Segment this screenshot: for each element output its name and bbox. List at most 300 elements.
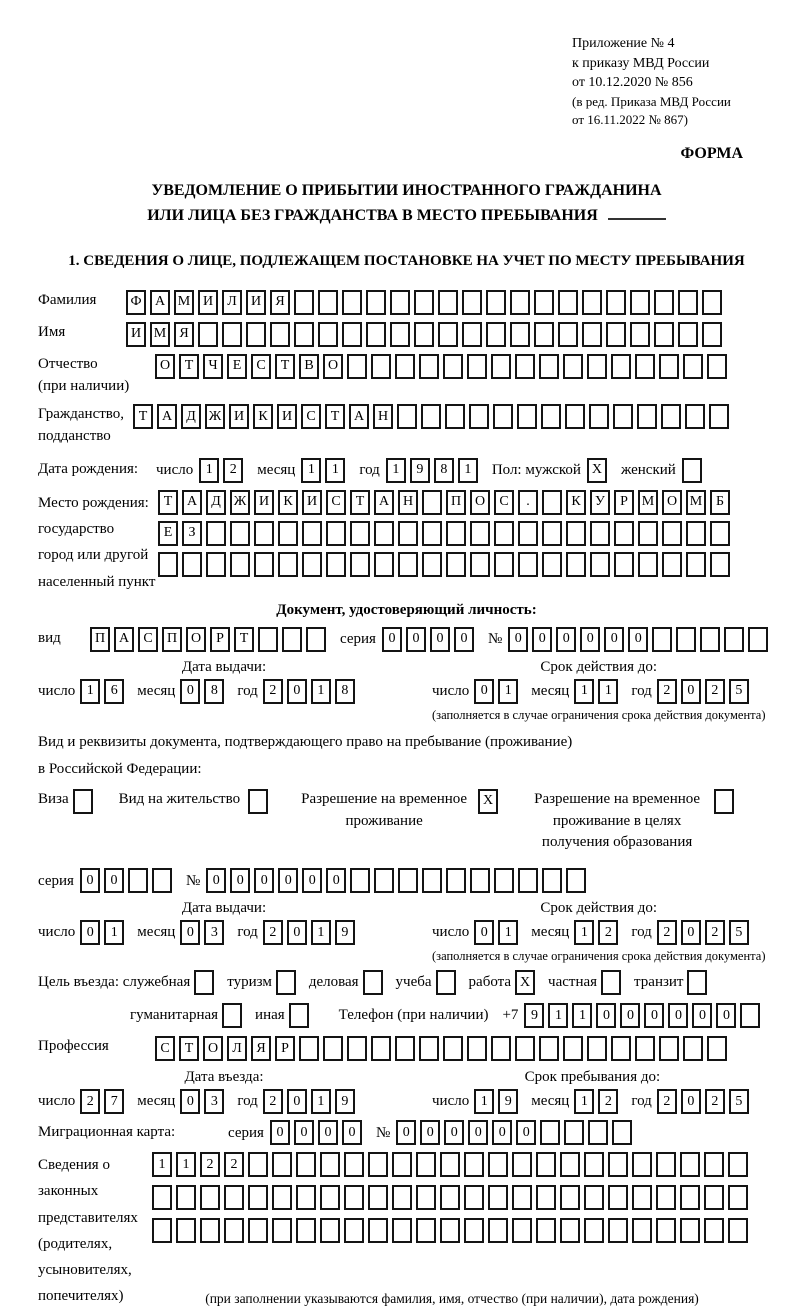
char-box[interactable] <box>318 322 338 347</box>
char-box[interactable] <box>194 970 214 995</box>
char-box[interactable] <box>350 521 370 546</box>
char-box[interactable]: 0 <box>692 1003 712 1028</box>
char-box[interactable] <box>662 521 682 546</box>
char-box[interactable]: 0 <box>287 1089 307 1114</box>
char-box[interactable] <box>282 627 302 652</box>
char-box[interactable]: А <box>150 290 170 315</box>
char-box[interactable] <box>702 290 722 315</box>
char-box[interactable] <box>542 521 562 546</box>
char-box[interactable] <box>200 1218 220 1243</box>
char-box[interactable]: 5 <box>729 679 749 704</box>
char-box[interactable]: И <box>302 490 322 515</box>
char-box[interactable] <box>371 354 391 379</box>
char-box[interactable]: 0 <box>104 868 124 893</box>
char-box[interactable]: Н <box>398 490 418 515</box>
char-box[interactable]: Е <box>227 354 247 379</box>
char-box[interactable]: Т <box>179 1036 199 1061</box>
char-box[interactable]: О <box>155 354 175 379</box>
char-box[interactable]: 1 <box>80 679 100 704</box>
char-box[interactable] <box>606 290 626 315</box>
char-box[interactable]: С <box>155 1036 175 1061</box>
char-box[interactable] <box>446 521 466 546</box>
char-box[interactable] <box>728 1152 748 1177</box>
char-box[interactable] <box>683 1036 703 1061</box>
char-box[interactable] <box>558 322 578 347</box>
char-box[interactable]: 1 <box>301 458 321 483</box>
char-box[interactable]: О <box>186 627 206 652</box>
char-box[interactable] <box>467 354 487 379</box>
char-box[interactable] <box>374 868 394 893</box>
char-box[interactable] <box>182 552 202 577</box>
char-box[interactable] <box>318 290 338 315</box>
char-box[interactable] <box>560 1218 580 1243</box>
char-box[interactable]: 0 <box>270 1120 290 1145</box>
char-box[interactable] <box>323 1036 343 1061</box>
char-box[interactable] <box>486 290 506 315</box>
char-box[interactable] <box>566 521 586 546</box>
char-box[interactable] <box>611 354 631 379</box>
char-box[interactable] <box>416 1218 436 1243</box>
char-box[interactable]: А <box>349 404 369 429</box>
char-box[interactable] <box>518 552 538 577</box>
char-box[interactable] <box>416 1152 436 1177</box>
char-box[interactable]: 9 <box>410 458 430 483</box>
char-box[interactable]: 0 <box>620 1003 640 1028</box>
char-box[interactable]: 2 <box>657 920 677 945</box>
char-box[interactable] <box>222 322 242 347</box>
char-box[interactable]: М <box>150 322 170 347</box>
char-box[interactable] <box>512 1185 532 1210</box>
char-box[interactable]: Т <box>179 354 199 379</box>
char-box[interactable] <box>608 1218 628 1243</box>
char-box[interactable] <box>539 354 559 379</box>
char-box[interactable]: П <box>162 627 182 652</box>
char-box[interactable] <box>422 868 442 893</box>
char-box[interactable]: 0 <box>492 1120 512 1145</box>
char-box[interactable] <box>565 404 585 429</box>
char-box[interactable] <box>152 868 172 893</box>
char-box[interactable]: 2 <box>80 1089 100 1114</box>
char-box[interactable] <box>158 552 178 577</box>
char-box[interactable] <box>542 552 562 577</box>
char-box[interactable] <box>443 1036 463 1061</box>
char-box[interactable]: 1 <box>199 458 219 483</box>
char-box[interactable] <box>606 322 626 347</box>
char-box[interactable] <box>248 1152 268 1177</box>
char-box[interactable]: Р <box>614 490 634 515</box>
char-box[interactable] <box>246 322 266 347</box>
char-box[interactable] <box>608 1185 628 1210</box>
char-box[interactable]: 1 <box>386 458 406 483</box>
char-box[interactable] <box>326 521 346 546</box>
char-box[interactable] <box>470 868 490 893</box>
char-box[interactable] <box>515 354 535 379</box>
char-box[interactable] <box>564 1120 584 1145</box>
char-box[interactable]: 3 <box>204 920 224 945</box>
char-box[interactable] <box>494 868 514 893</box>
char-box[interactable] <box>289 1003 309 1028</box>
char-box[interactable] <box>748 627 768 652</box>
char-box[interactable]: 0 <box>180 920 200 945</box>
char-box[interactable] <box>419 354 439 379</box>
char-box[interactable]: 2 <box>705 679 725 704</box>
char-box[interactable] <box>397 404 417 429</box>
char-box[interactable]: Л <box>227 1036 247 1061</box>
char-box[interactable]: 0 <box>294 1120 314 1145</box>
char-box[interactable]: 0 <box>326 868 346 893</box>
char-box[interactable] <box>536 1218 556 1243</box>
char-box[interactable] <box>224 1218 244 1243</box>
char-box[interactable] <box>344 1218 364 1243</box>
char-box[interactable] <box>518 521 538 546</box>
char-box[interactable]: 0 <box>468 1120 488 1145</box>
char-box[interactable]: X <box>587 458 607 483</box>
char-box[interactable]: 9 <box>335 920 355 945</box>
char-box[interactable] <box>278 552 298 577</box>
char-box[interactable] <box>709 404 729 429</box>
char-box[interactable] <box>416 1185 436 1210</box>
char-box[interactable] <box>584 1218 604 1243</box>
char-box[interactable] <box>438 322 458 347</box>
char-box[interactable] <box>320 1218 340 1243</box>
char-box[interactable] <box>515 1036 535 1061</box>
char-box[interactable]: 0 <box>556 627 576 652</box>
char-box[interactable] <box>469 404 489 429</box>
char-box[interactable]: 3 <box>204 1089 224 1114</box>
char-box[interactable] <box>587 354 607 379</box>
char-box[interactable] <box>704 1218 724 1243</box>
char-box[interactable]: 1 <box>574 920 594 945</box>
char-box[interactable]: 2 <box>705 1089 725 1114</box>
char-box[interactable] <box>493 404 513 429</box>
char-box[interactable] <box>614 521 634 546</box>
char-box[interactable]: К <box>278 490 298 515</box>
char-box[interactable]: О <box>662 490 682 515</box>
char-box[interactable]: К <box>566 490 586 515</box>
char-box[interactable] <box>707 354 727 379</box>
char-box[interactable] <box>440 1152 460 1177</box>
char-box[interactable] <box>464 1218 484 1243</box>
char-box[interactable]: Я <box>251 1036 271 1061</box>
char-box[interactable]: Ж <box>205 404 225 429</box>
char-box[interactable]: Т <box>350 490 370 515</box>
char-box[interactable] <box>728 1185 748 1210</box>
char-box[interactable] <box>682 458 702 483</box>
char-box[interactable] <box>662 552 682 577</box>
char-box[interactable]: 0 <box>180 679 200 704</box>
char-box[interactable]: . <box>518 490 538 515</box>
char-box[interactable] <box>587 1036 607 1061</box>
char-box[interactable] <box>198 322 218 347</box>
char-box[interactable]: С <box>326 490 346 515</box>
char-box[interactable]: 0 <box>430 627 450 652</box>
char-box[interactable] <box>222 1003 242 1028</box>
char-box[interactable] <box>630 322 650 347</box>
char-box[interactable]: 0 <box>668 1003 688 1028</box>
char-box[interactable] <box>656 1185 676 1210</box>
char-box[interactable]: М <box>174 290 194 315</box>
char-box[interactable] <box>588 1120 608 1145</box>
char-box[interactable] <box>536 1185 556 1210</box>
char-box[interactable] <box>704 1152 724 1177</box>
char-box[interactable]: 1 <box>598 679 618 704</box>
char-box[interactable] <box>584 1185 604 1210</box>
char-box[interactable]: Е <box>158 521 178 546</box>
char-box[interactable] <box>680 1218 700 1243</box>
char-box[interactable]: А <box>374 490 394 515</box>
char-box[interactable] <box>724 627 744 652</box>
char-box[interactable]: Ч <box>203 354 223 379</box>
char-box[interactable]: Н <box>373 404 393 429</box>
char-box[interactable] <box>638 552 658 577</box>
char-box[interactable] <box>661 404 681 429</box>
char-box[interactable]: И <box>198 290 218 315</box>
char-box[interactable]: 0 <box>596 1003 616 1028</box>
char-box[interactable]: 0 <box>444 1120 464 1145</box>
char-box[interactable] <box>702 322 722 347</box>
char-box[interactable] <box>270 322 290 347</box>
char-box[interactable]: 0 <box>318 1120 338 1145</box>
char-box[interactable] <box>470 552 490 577</box>
char-box[interactable] <box>488 1185 508 1210</box>
char-box[interactable]: X <box>478 789 498 814</box>
char-box[interactable] <box>342 322 362 347</box>
char-box[interactable] <box>347 354 367 379</box>
char-box[interactable]: 1 <box>458 458 478 483</box>
char-box[interactable]: 2 <box>598 920 618 945</box>
char-box[interactable]: А <box>114 627 134 652</box>
char-box[interactable] <box>566 552 586 577</box>
char-box[interactable]: 0 <box>716 1003 736 1028</box>
char-box[interactable] <box>368 1185 388 1210</box>
char-box[interactable]: 0 <box>382 627 402 652</box>
char-box[interactable]: 0 <box>396 1120 416 1145</box>
char-box[interactable]: О <box>470 490 490 515</box>
char-box[interactable] <box>342 290 362 315</box>
char-box[interactable] <box>686 521 706 546</box>
char-box[interactable]: 9 <box>335 1089 355 1114</box>
char-box[interactable]: 2 <box>224 1152 244 1177</box>
char-box[interactable]: В <box>299 354 319 379</box>
char-box[interactable]: А <box>157 404 177 429</box>
char-box[interactable] <box>294 322 314 347</box>
char-box[interactable]: 0 <box>532 627 552 652</box>
char-box[interactable] <box>517 404 537 429</box>
char-box[interactable] <box>486 322 506 347</box>
char-box[interactable]: Т <box>234 627 254 652</box>
char-box[interactable]: 5 <box>729 1089 749 1114</box>
char-box[interactable] <box>443 354 463 379</box>
char-box[interactable] <box>590 552 610 577</box>
char-box[interactable]: Р <box>275 1036 295 1061</box>
char-box[interactable] <box>707 1036 727 1061</box>
char-box[interactable]: 1 <box>104 920 124 945</box>
char-box[interactable] <box>540 1120 560 1145</box>
char-box[interactable]: К <box>253 404 273 429</box>
char-box[interactable] <box>128 868 148 893</box>
char-box[interactable]: 1 <box>311 1089 331 1114</box>
char-box[interactable] <box>534 322 554 347</box>
char-box[interactable] <box>632 1185 652 1210</box>
char-box[interactable]: С <box>138 627 158 652</box>
char-box[interactable] <box>632 1218 652 1243</box>
char-box[interactable]: С <box>301 404 321 429</box>
char-box[interactable] <box>635 354 655 379</box>
char-box[interactable]: 1 <box>152 1152 172 1177</box>
char-box[interactable] <box>296 1152 316 1177</box>
char-box[interactable] <box>258 627 278 652</box>
char-box[interactable] <box>488 1218 508 1243</box>
char-box[interactable]: 2 <box>657 679 677 704</box>
char-box[interactable] <box>582 290 602 315</box>
char-box[interactable]: 0 <box>254 868 274 893</box>
char-box[interactable]: И <box>246 290 266 315</box>
char-box[interactable]: 8 <box>204 679 224 704</box>
char-box[interactable]: З <box>182 521 202 546</box>
char-box[interactable]: У <box>590 490 610 515</box>
char-box[interactable] <box>398 552 418 577</box>
char-box[interactable] <box>446 868 466 893</box>
char-box[interactable]: 1 <box>574 679 594 704</box>
char-box[interactable]: 1 <box>311 679 331 704</box>
char-box[interactable]: Р <box>210 627 230 652</box>
char-box[interactable] <box>467 1036 487 1061</box>
char-box[interactable]: 0 <box>474 920 494 945</box>
char-box[interactable]: 0 <box>604 627 624 652</box>
char-box[interactable]: 1 <box>498 920 518 945</box>
char-box[interactable]: И <box>254 490 274 515</box>
char-box[interactable] <box>536 1152 556 1177</box>
char-box[interactable]: Л <box>222 290 242 315</box>
char-box[interactable] <box>685 404 705 429</box>
char-box[interactable]: П <box>90 627 110 652</box>
char-box[interactable]: 0 <box>681 920 701 945</box>
char-box[interactable]: 1 <box>474 1089 494 1114</box>
char-box[interactable] <box>344 1152 364 1177</box>
char-box[interactable] <box>320 1152 340 1177</box>
char-box[interactable] <box>422 521 442 546</box>
char-box[interactable] <box>710 521 730 546</box>
char-box[interactable]: 1 <box>548 1003 568 1028</box>
char-box[interactable]: 2 <box>657 1089 677 1114</box>
char-box[interactable] <box>152 1185 172 1210</box>
char-box[interactable] <box>462 290 482 315</box>
char-box[interactable] <box>422 552 442 577</box>
char-box[interactable]: 8 <box>335 679 355 704</box>
char-box[interactable]: Д <box>206 490 226 515</box>
char-box[interactable]: И <box>229 404 249 429</box>
char-box[interactable] <box>374 552 394 577</box>
char-box[interactable] <box>612 1120 632 1145</box>
char-box[interactable] <box>680 1185 700 1210</box>
char-box[interactable]: 1 <box>572 1003 592 1028</box>
char-box[interactable] <box>614 552 634 577</box>
char-box[interactable]: 1 <box>176 1152 196 1177</box>
char-box[interactable] <box>419 1036 439 1061</box>
char-box[interactable]: Б <box>710 490 730 515</box>
char-box[interactable] <box>414 290 434 315</box>
char-box[interactable] <box>491 1036 511 1061</box>
char-box[interactable]: П <box>446 490 466 515</box>
char-box[interactable] <box>686 552 706 577</box>
char-box[interactable]: 0 <box>516 1120 536 1145</box>
char-box[interactable]: М <box>638 490 658 515</box>
char-box[interactable]: 0 <box>580 627 600 652</box>
char-box[interactable] <box>630 290 650 315</box>
char-box[interactable] <box>392 1152 412 1177</box>
char-box[interactable] <box>539 1036 559 1061</box>
char-box[interactable] <box>678 322 698 347</box>
char-box[interactable] <box>510 322 530 347</box>
char-box[interactable] <box>374 521 394 546</box>
char-box[interactable] <box>445 404 465 429</box>
char-box[interactable]: 0 <box>80 920 100 945</box>
char-box[interactable]: 0 <box>230 868 250 893</box>
char-box[interactable] <box>728 1218 748 1243</box>
char-box[interactable]: 0 <box>80 868 100 893</box>
char-box[interactable] <box>368 1152 388 1177</box>
char-box[interactable]: О <box>203 1036 223 1061</box>
char-box[interactable] <box>176 1218 196 1243</box>
char-box[interactable]: 0 <box>644 1003 664 1028</box>
char-box[interactable] <box>392 1218 412 1243</box>
char-box[interactable]: 1 <box>311 920 331 945</box>
char-box[interactable] <box>248 789 268 814</box>
char-box[interactable] <box>446 552 466 577</box>
char-box[interactable] <box>582 322 602 347</box>
char-box[interactable] <box>589 404 609 429</box>
char-box[interactable] <box>464 1185 484 1210</box>
char-box[interactable] <box>542 490 562 515</box>
char-box[interactable] <box>654 290 674 315</box>
char-box[interactable] <box>635 1036 655 1061</box>
char-box[interactable]: Я <box>174 322 194 347</box>
char-box[interactable]: Я <box>270 290 290 315</box>
char-box[interactable] <box>676 627 696 652</box>
char-box[interactable] <box>464 1152 484 1177</box>
char-box[interactable]: 6 <box>104 679 124 704</box>
char-box[interactable] <box>302 521 322 546</box>
char-box[interactable] <box>637 404 657 429</box>
char-box[interactable]: 0 <box>454 627 474 652</box>
char-box[interactable] <box>494 552 514 577</box>
char-box[interactable] <box>512 1218 532 1243</box>
char-box[interactable]: 0 <box>342 1120 362 1145</box>
char-box[interactable]: 0 <box>474 679 494 704</box>
char-box[interactable] <box>296 1218 316 1243</box>
char-box[interactable] <box>296 1185 316 1210</box>
char-box[interactable]: 0 <box>681 1089 701 1114</box>
char-box[interactable] <box>680 1152 700 1177</box>
char-box[interactable] <box>278 521 298 546</box>
char-box[interactable]: 5 <box>729 920 749 945</box>
char-box[interactable] <box>366 322 386 347</box>
char-box[interactable] <box>276 970 296 995</box>
char-box[interactable] <box>491 354 511 379</box>
char-box[interactable]: И <box>277 404 297 429</box>
char-box[interactable] <box>563 354 583 379</box>
char-box[interactable] <box>534 290 554 315</box>
char-box[interactable] <box>488 1152 508 1177</box>
char-box[interactable] <box>254 552 274 577</box>
char-box[interactable]: 0 <box>180 1089 200 1114</box>
char-box[interactable] <box>659 354 679 379</box>
char-box[interactable]: 0 <box>278 868 298 893</box>
char-box[interactable]: X <box>515 970 535 995</box>
char-box[interactable]: 9 <box>524 1003 544 1028</box>
char-box[interactable] <box>200 1185 220 1210</box>
char-box[interactable]: 2 <box>263 1089 283 1114</box>
